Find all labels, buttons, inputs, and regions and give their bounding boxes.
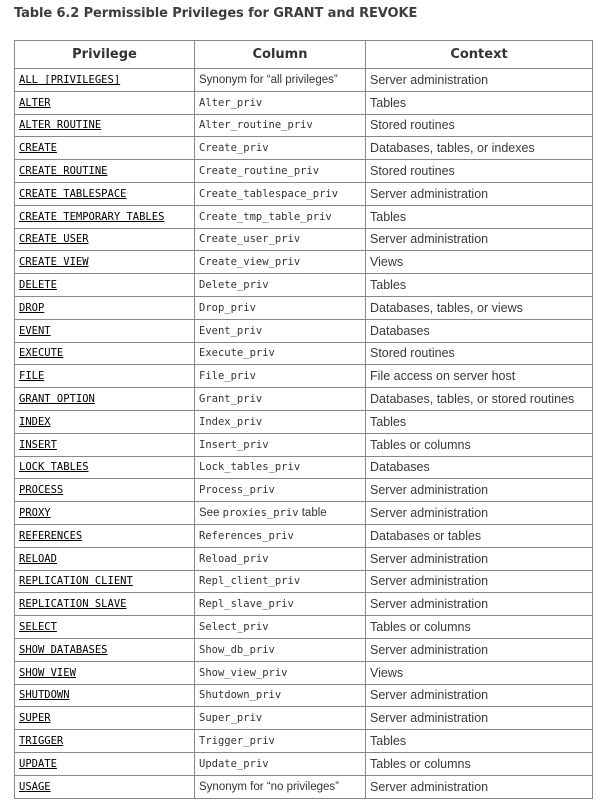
- header-column: Column: [195, 41, 366, 69]
- column-text: Synonym for “all privileges”: [199, 73, 338, 86]
- column-name: Delete_priv: [199, 279, 269, 292]
- context-cell: Server administration: [366, 69, 593, 92]
- table-header-row: [15, 41, 593, 69]
- context-cell: Server administration: [366, 479, 593, 502]
- column-name: Create_priv: [199, 142, 269, 155]
- column-name: Alter_priv: [199, 96, 263, 109]
- privilege-link[interactable]: PROCESS: [19, 484, 64, 497]
- table-row: [15, 296, 593, 319]
- privilege-link[interactable]: CREATE VIEW: [19, 256, 89, 269]
- column-text-suffix: table: [298, 507, 327, 520]
- column-cell: [195, 593, 366, 616]
- privilege-cell: [15, 114, 195, 137]
- header-privilege: Privilege: [15, 41, 195, 69]
- header-context: Context: [366, 41, 593, 69]
- privilege-link[interactable]: DELETE: [19, 279, 57, 292]
- column-cell: [195, 433, 366, 456]
- column-cell: [195, 182, 366, 205]
- context-cell: Tables or columns: [366, 616, 593, 639]
- context-cell: File access on server host: [366, 365, 593, 388]
- column-name: Show_db_priv: [199, 643, 275, 656]
- column-cell: [195, 524, 366, 547]
- table-row: [15, 752, 593, 775]
- privilege-cell: [15, 205, 195, 228]
- table-row: [15, 730, 593, 753]
- privilege-link[interactable]: SHOW VIEW: [19, 666, 76, 679]
- column-cell: [195, 684, 366, 707]
- table-row: [15, 137, 593, 160]
- privilege-cell: [15, 638, 195, 661]
- table-row: [15, 570, 593, 593]
- table-body: [15, 69, 593, 799]
- column-cell: [195, 251, 366, 274]
- privilege-cell: [15, 91, 195, 114]
- privilege-link[interactable]: INSERT: [19, 438, 57, 451]
- column-cell: [195, 205, 366, 228]
- table-row: [15, 593, 593, 616]
- table-row: [15, 160, 593, 183]
- table-row: [15, 524, 593, 547]
- context-cell: Databases, tables, or views: [366, 296, 593, 319]
- privilege-cell: [15, 730, 195, 753]
- column-cell: [195, 547, 366, 570]
- context-cell: Server administration: [366, 707, 593, 730]
- column-cell: [195, 365, 366, 388]
- context-cell: Stored routines: [366, 342, 593, 365]
- privilege-cell: [15, 661, 195, 684]
- privilege-cell: [15, 752, 195, 775]
- column-text: See: [199, 507, 223, 520]
- privilege-cell: [15, 69, 195, 92]
- privilege-cell: [15, 502, 195, 525]
- table-row: [15, 319, 593, 342]
- table-row: [15, 342, 593, 365]
- table-row: [15, 365, 593, 388]
- context-cell: Tables: [366, 274, 593, 297]
- context-cell: Tables: [366, 730, 593, 753]
- privilege-link[interactable]: INDEX: [19, 415, 51, 428]
- column-cell: [195, 502, 366, 525]
- column-cell: [195, 775, 366, 798]
- column-cell: [195, 661, 366, 684]
- table-row: [15, 638, 593, 661]
- context-cell: Stored routines: [366, 114, 593, 137]
- column-name: proxies_priv: [222, 507, 299, 520]
- privilege-cell: [15, 388, 195, 411]
- privilege-link[interactable]: CREATE TABLESPACE: [19, 187, 127, 200]
- column-name: Alter_routine_priv: [199, 119, 313, 132]
- context-cell: Server administration: [366, 593, 593, 616]
- context-cell: Server administration: [366, 502, 593, 525]
- column-name: File_priv: [199, 370, 256, 383]
- column-name: Process_priv: [199, 484, 275, 497]
- table-row: [15, 775, 593, 798]
- privilege-cell: [15, 274, 195, 297]
- column-cell: [195, 342, 366, 365]
- context-cell: Databases, tables, or indexes: [366, 137, 593, 160]
- privilege-cell: [15, 319, 195, 342]
- column-name: Lock_tables_priv: [199, 461, 301, 474]
- privilege-cell: [15, 160, 195, 183]
- privilege-link[interactable]: TRIGGER: [19, 735, 64, 747]
- privilege-cell: [15, 593, 195, 616]
- column-name: Drop_priv: [199, 301, 256, 314]
- table-row: [15, 69, 593, 92]
- privilege-link[interactable]: SELECT: [19, 621, 57, 634]
- column-cell: [195, 730, 366, 753]
- column-name: Repl_client_priv: [199, 575, 301, 588]
- column-name: Create_user_priv: [199, 233, 301, 246]
- column-cell: [195, 296, 366, 319]
- column-name: Create_tablespace_priv: [199, 187, 339, 200]
- column-cell: [195, 114, 366, 137]
- privilege-link[interactable]: CREATE TEMPORARY TABLES: [19, 210, 165, 223]
- context-cell: Tables: [366, 205, 593, 228]
- table-row: [15, 251, 593, 274]
- table-row: [15, 182, 593, 205]
- column-cell: [195, 638, 366, 661]
- context-cell: Tables: [366, 91, 593, 114]
- context-cell: Server administration: [366, 547, 593, 570]
- column-cell: [195, 228, 366, 251]
- context-cell: Views: [366, 251, 593, 274]
- column-name: Create_view_priv: [199, 256, 301, 269]
- context-cell: Views: [366, 661, 593, 684]
- context-cell: Tables: [366, 410, 593, 433]
- table-row: [15, 388, 593, 411]
- context-cell: Stored routines: [366, 160, 593, 183]
- table-row: [15, 114, 593, 137]
- column-name: Grant_priv: [199, 393, 263, 406]
- column-cell: [195, 456, 366, 479]
- privilege-link[interactable]: SHOW DATABASES: [19, 643, 108, 656]
- privilege-link[interactable]: GRANT OPTION: [19, 393, 95, 406]
- column-name: References_priv: [199, 529, 294, 542]
- privilege-cell: [15, 547, 195, 570]
- column-cell: [195, 707, 366, 730]
- privilege-cell: [15, 365, 195, 388]
- column-name: Index_priv: [199, 415, 263, 428]
- privileges-table: [14, 40, 593, 799]
- column-name: Create_tmp_table_priv: [199, 210, 332, 223]
- table-row: [15, 661, 593, 684]
- column-name: Shutdown_priv: [199, 689, 282, 702]
- context-cell: Databases or tables: [366, 524, 593, 547]
- table-row: [15, 479, 593, 502]
- privilege-link[interactable]: CREATE USER: [19, 233, 89, 246]
- privilege-cell: [15, 524, 195, 547]
- privilege-link[interactable]: UPDATE: [19, 757, 57, 770]
- table-row: [15, 684, 593, 707]
- column-cell: [195, 616, 366, 639]
- column-name: Super_priv: [199, 712, 263, 725]
- privilege-cell: [15, 296, 195, 319]
- column-cell: [195, 274, 366, 297]
- context-cell: Tables or columns: [366, 752, 593, 775]
- privilege-link[interactable]: REPLICATION SLAVE: [19, 598, 127, 611]
- column-name: Trigger_priv: [199, 735, 275, 747]
- column-cell: [195, 388, 366, 411]
- privilege-link[interactable]: ALL [PRIVILEGES]: [19, 73, 121, 86]
- privilege-link[interactable]: ALTER ROUTINE: [19, 119, 102, 132]
- column-cell: [195, 479, 366, 502]
- privilege-cell: [15, 775, 195, 798]
- privilege-link[interactable]: LOCK TABLES: [19, 461, 89, 474]
- privilege-link[interactable]: SHUTDOWN: [19, 689, 70, 702]
- column-name: Show_view_priv: [199, 666, 288, 679]
- column-name: Execute_priv: [199, 347, 275, 360]
- column-name: Reload_priv: [199, 552, 269, 565]
- privilege-link[interactable]: USAGE: [19, 780, 51, 793]
- column-cell: [195, 91, 366, 114]
- column-cell: [195, 160, 366, 183]
- column-name: Select_priv: [199, 621, 269, 634]
- privilege-cell: [15, 456, 195, 479]
- privilege-cell: [15, 182, 195, 205]
- privilege-cell: [15, 228, 195, 251]
- table-row: [15, 410, 593, 433]
- context-cell: Tables or columns: [366, 433, 593, 456]
- column-cell: [195, 752, 366, 775]
- context-cell: Server administration: [366, 228, 593, 251]
- table-row: [15, 228, 593, 251]
- privilege-link[interactable]: ALTER: [19, 96, 51, 109]
- privilege-link[interactable]: PROXY: [19, 507, 51, 520]
- privilege-cell: [15, 433, 195, 456]
- table-row: [15, 707, 593, 730]
- context-cell: Databases, tables, or stored routines: [366, 388, 593, 411]
- privilege-link[interactable]: CREATE ROUTINE: [19, 165, 108, 178]
- privilege-cell: [15, 707, 195, 730]
- privilege-link[interactable]: DROP: [19, 301, 45, 314]
- column-cell: [195, 69, 366, 92]
- table-row: [15, 616, 593, 639]
- column-name: Update_priv: [199, 757, 269, 770]
- privilege-cell: [15, 137, 195, 160]
- privilege-cell: [15, 479, 195, 502]
- table-row: [15, 205, 593, 228]
- table-title: Table 6.2 Permissible Privileges for GRANT and REVOKE: [14, 6, 418, 21]
- column-name: Repl_slave_priv: [199, 598, 294, 611]
- column-cell: [195, 410, 366, 433]
- privilege-cell: [15, 570, 195, 593]
- privilege-link[interactable]: SUPER: [19, 712, 51, 725]
- privilege-link[interactable]: REPLICATION CLIENT: [19, 575, 133, 588]
- context-cell: Server administration: [366, 684, 593, 707]
- privilege-cell: [15, 616, 195, 639]
- privilege-link[interactable]: FILE: [19, 370, 45, 383]
- table-row: [15, 91, 593, 114]
- context-cell: Server administration: [366, 570, 593, 593]
- column-cell: [195, 319, 366, 342]
- privilege-cell: [15, 684, 195, 707]
- privilege-link[interactable]: EXECUTE: [19, 347, 64, 360]
- table-row: [15, 456, 593, 479]
- privilege-cell: [15, 410, 195, 433]
- table-row: [15, 274, 593, 297]
- column-text: Synonym for “no privileges”: [199, 780, 339, 793]
- context-cell: Server administration: [366, 638, 593, 661]
- privilege-cell: [15, 342, 195, 365]
- privilege-link[interactable]: CREATE: [19, 142, 57, 155]
- privilege-link[interactable]: RELOAD: [19, 552, 57, 565]
- context-cell: Databases: [366, 456, 593, 479]
- privilege-link[interactable]: EVENT: [19, 324, 51, 337]
- context-cell: Server administration: [366, 182, 593, 205]
- context-cell: Databases: [366, 319, 593, 342]
- table-row: [15, 433, 593, 456]
- privilege-cell: [15, 251, 195, 274]
- privilege-link[interactable]: REFERENCES: [19, 529, 83, 542]
- table-row: [15, 547, 593, 570]
- column-cell: [195, 570, 366, 593]
- context-cell: Server administration: [366, 775, 593, 798]
- column-name: Event_priv: [199, 324, 263, 337]
- table-row: [15, 502, 593, 525]
- column-name: Insert_priv: [199, 438, 269, 451]
- column-cell: [195, 137, 366, 160]
- column-name: Create_routine_priv: [199, 165, 320, 178]
